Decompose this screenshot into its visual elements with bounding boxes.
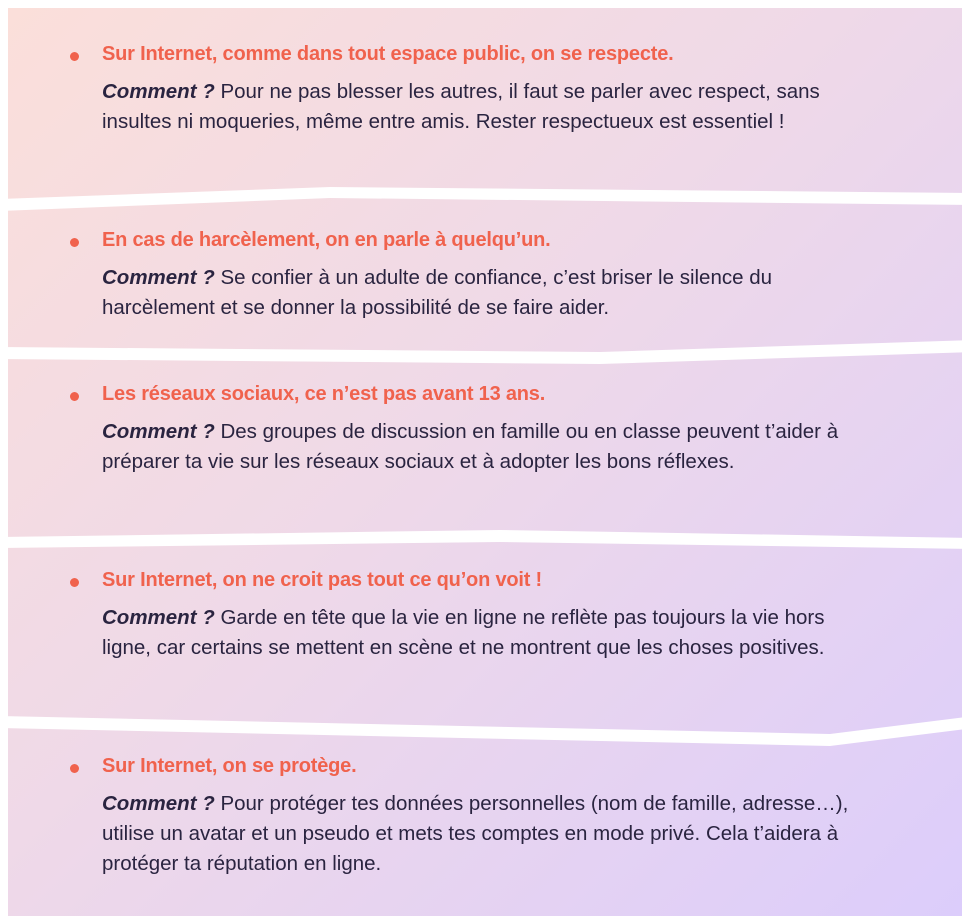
tip-description: Des groupes de discussion en famille ou en classe peuvent t’aider à préparer ta vie sur les réseaux sociaux et à adopter les bons réflexes. — [102, 420, 839, 473]
tip-title: Sur Internet, on se protège. — [102, 755, 357, 777]
separator — [0, 187, 974, 211]
comment-label: Comment ? — [102, 80, 215, 103]
tip-title: Sur Internet, comme dans tout espace public, on se respecte. — [102, 43, 674, 65]
separator — [0, 340, 974, 364]
tip-text — [102, 417, 872, 477]
comment-label: Comment ? — [102, 792, 215, 815]
separator — [0, 530, 974, 549]
tip-description: Se confier à un adulte de confiance, c’est briser le silence du harcèlement et se donner la possibilité de se faire aider. — [102, 266, 773, 319]
tip-title: Les réseaux sociaux, ce n’est pas avant 13 ans. — [102, 383, 546, 405]
comment-label: Comment ? — [102, 420, 215, 443]
tip-title: En cas de harcèlement, on en parle à quelqu’un. — [102, 229, 551, 251]
bullet-icon — [70, 764, 79, 773]
tip-description: Pour protéger tes données personnelles (nom de famille, adresse…), utilise un avatar et un pseudo et mets tes comptes en mode privé. Cela t’aidera à protéger ta réputation en ligne. — [102, 792, 849, 875]
comment-label: Comment ? — [102, 606, 215, 629]
tip-text — [102, 263, 872, 323]
tip-text — [102, 77, 872, 137]
bullet-icon — [70, 238, 79, 247]
tip-text — [102, 789, 872, 879]
comment-label: Comment ? — [102, 266, 215, 289]
tip-description: Garde en tête que la vie en ligne ne reflète pas toujours la vie hors ligne, car certains se mettent en scène et ne montrent que les choses positives. — [102, 606, 825, 659]
bullet-icon — [70, 392, 79, 401]
bullet-icon — [70, 578, 79, 587]
bullet-icon — [70, 52, 79, 61]
tip-title: Sur Internet, on ne croit pas tout ce qu’on voit ! — [102, 569, 543, 591]
tip-text — [102, 603, 872, 663]
tip-description: Pour ne pas blesser les autres, il faut se parler avec respect, sans insultes ni moqueries, même entre amis. Rester respectueux est essentiel ! — [102, 80, 820, 133]
separator — [0, 716, 974, 746]
